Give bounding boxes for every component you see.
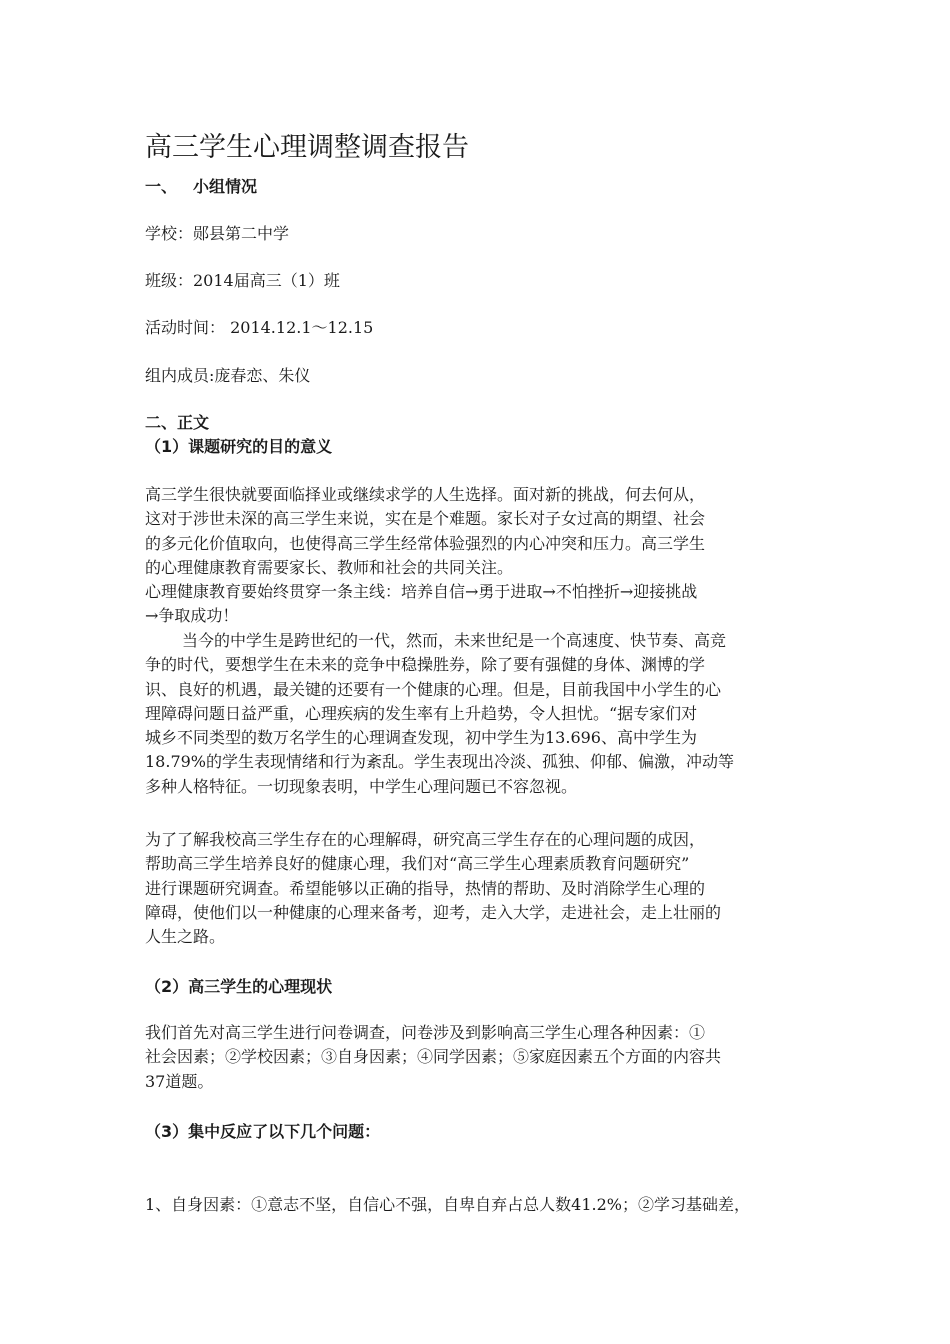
text-line: 37道题。 [145,1071,214,1091]
subheading-purpose: （1）课题研究的目的意义 [145,437,333,456]
text-line: 帮助高三学生培养良好的健康心理，我们对“高三学生心理素质教育问题研究” [145,854,690,874]
text-line: 的多元化价值取向，也使得高三学生经常体验强烈的内心冲突和压力。高三学生 [145,533,706,553]
text-line: 高三学生很快就要面临择业或继续求学的人生选择。面对新的挑战，何去何从， [145,485,706,504]
text-line: 这对于涉世未深的高三学生来说，实在是个难题。家长对子女过高的期望、社会 [145,509,706,529]
subheading-current-state: （2）高三学生的心理现状 [145,977,333,996]
paragraph-intro [145,483,817,629]
text-line: 18.79%的学生表现情绪和行为紊乱。学生表现出冷淡、孤独、仰郁、偏激，冲动等 [145,752,735,772]
text-line: 心理健康教育要始终贯穿一条主线：培养自信→勇于进取→不怕挫折→迎接挑战 [145,582,698,602]
text-line: 社会因素；②学校因素；③自身因素；④同学因素；⑤家庭因素五个方面的内容共 [145,1047,722,1067]
document-page [145,0,817,1344]
subheading-problems: （3）集中反应了以下几个问题： [145,1122,381,1141]
paragraph-purpose [145,828,817,949]
text-line: 识、良好的机遇，最关键的还要有一个健康的心理。但是，目前我国中小学生的心 [145,679,722,699]
paragraph-survey [145,1021,817,1094]
text-line: 城乡不同类型的数万名学生的心理调查发现，初中学生为13.696、高中学生为 [145,728,697,748]
class-line: 班级：2014届高三（1）班 [145,271,340,290]
school-line: 学校：郧县第二中学 [145,224,290,243]
section-heading-text: 小组情况 [193,177,258,196]
paragraph-background [145,629,817,799]
text-line: 为了了解我校高三学生存在的心理解碍，研究高三学生存在的心理问题的成因， [145,830,706,849]
text-line: 理障碍问题日益严重，心理疾病的发生率有上升趋势，令人担忧。“据专家们对 [145,703,698,723]
text-line: 当今的中学生是跨世纪的一代，然而，未来世纪是一个高速度、快节奏、高竞 [182,631,727,650]
text-line: 进行课题研究调查。希望能够以正确的指导，热情的帮助、及时消除学生心理的 [145,878,706,898]
text-line: 人生之路。 [145,927,226,947]
document-title: 高三学生心理调整调查报告 [145,132,469,163]
text-line: 多种人格特征。一切现象表明，中学生心理问题已不容忽视。 [145,776,578,796]
section-number: 一、 [145,177,178,196]
section-heading-body: 二、正文 [145,413,210,432]
text-line: 我们首先对高三学生进行问卷调查，问卷涉及到影响高三学生心理各种因素：① [145,1023,706,1042]
section-heading-group-info [145,175,257,199]
text-line: 1、自身因素：①意志不坚，自信心不强，自卑自弃占总人数41.2%；②学习基础差， [145,1195,751,1214]
members-line: 组内成员:庞春恋、朱仪 [145,366,311,385]
text-line: 争的时代，要想学生在未来的竞争中稳操胜券，除了要有强健的身体、渊博的学 [145,655,706,675]
text-line: →争取成功！ [145,606,239,626]
text-line: 的心理健康教育需要家长、教师和社会的共同关注。 [145,557,514,577]
paragraph-self-factors [145,1193,817,1217]
text-line: 障碍，使他们以一种健康的心理来备考，迎考，走入大学，走进社会，走上壮丽的 [145,902,722,922]
activity-time-line: 活动时间： 2014.12.1～12.15 [145,318,374,337]
